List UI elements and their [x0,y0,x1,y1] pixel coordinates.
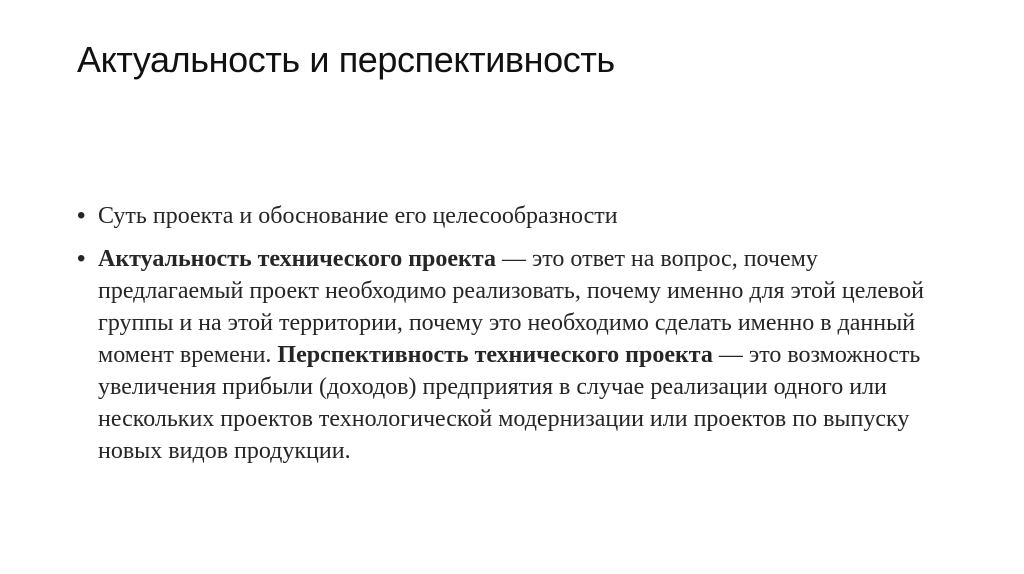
bullet-list [77,200,957,467]
bullet-item [77,243,957,467]
term-prospects: Перспективность технического проекта [277,342,713,368]
slide-title: Актуальность и перспективность [77,39,615,80]
bullet-text: Суть проекта и обоснование его целесообразности [98,203,618,229]
bullet-marker: • [77,202,86,229]
definition-prospects: — это возможность увеличения прибыли (доходов) предприятия в случае реализации одного или нескольких проектов технологической модернизации или проектов по выпуску новых видов продукции. [98,342,921,464]
definition-relevance: — это ответ на вопрос, почему предлагаемый проект необходимо реализовать, почему именно для этой целевой группы и на этой территории, почему это необходимо сделать именно в данный момент времени. [98,246,925,368]
term-relevance: Актуальность технического проекта [98,246,496,272]
bullet-item [77,200,957,232]
bullet-marker: • [77,245,86,272]
